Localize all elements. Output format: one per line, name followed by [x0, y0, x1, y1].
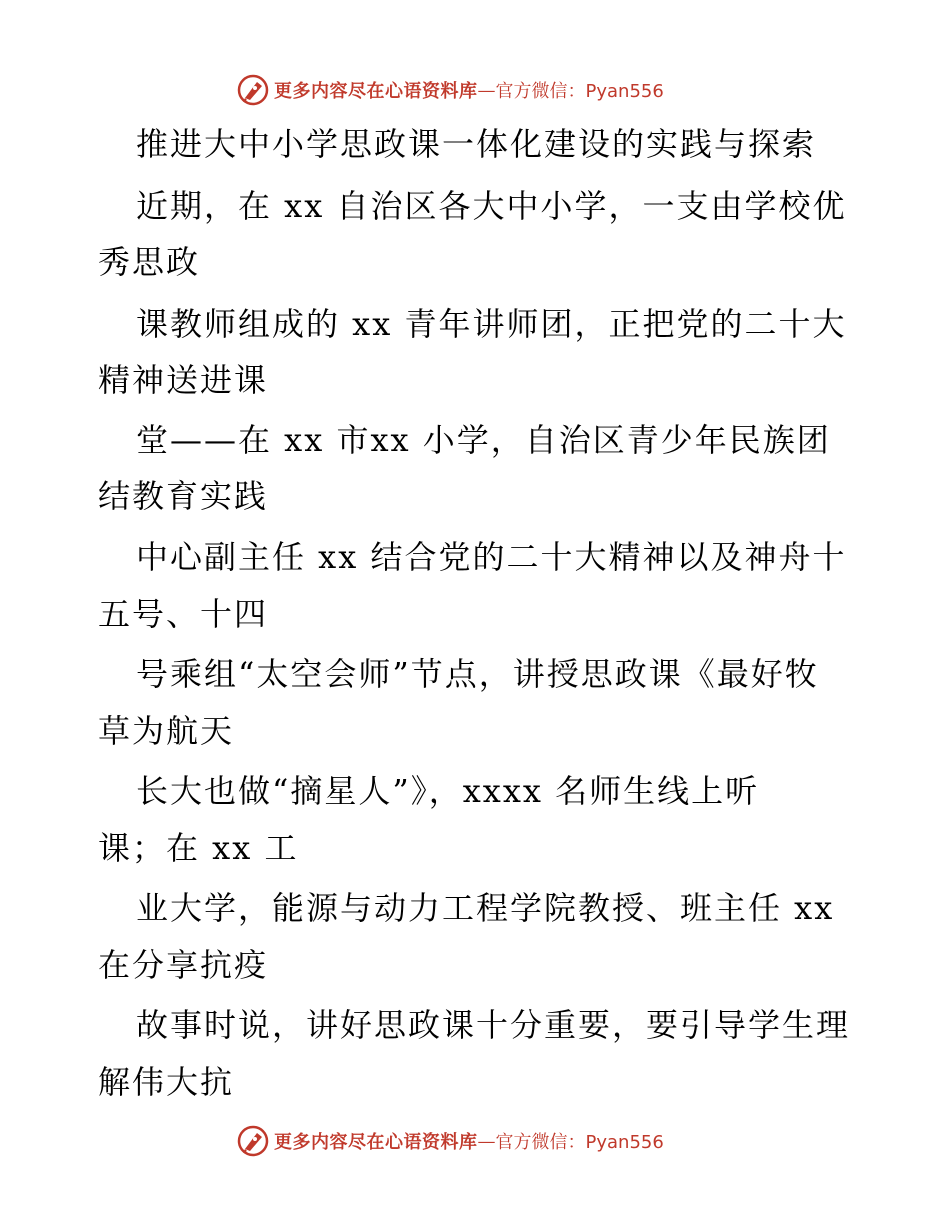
paragraph-line: 长大也做“摘星人”》，xxxx 名师生线上听	[136, 772, 760, 810]
paragraph-line: 中心副主任 xx 结合党的二十大精神以及神舟十	[136, 538, 847, 576]
header-banner	[236, 73, 664, 107]
paragraph-line: 课；在 xx 工	[98, 829, 299, 867]
paragraph-line: 草为航天	[98, 712, 235, 750]
banner-separator: —	[477, 1130, 496, 1152]
paragraph-line: 解伟大抗	[98, 1063, 235, 1101]
banner-brand-text: 更多内容尽在心语资料库	[274, 81, 478, 102]
paragraph-line: 业大学，能源与动力工程学院教授、班主任 xx	[136, 889, 835, 927]
paragraph-line: 号乘组“太空会师”节点，讲授思政课《最好牧	[136, 655, 819, 693]
paragraph-line: 故事时说，讲好思政课十分重要，要引导学生理	[136, 1006, 851, 1044]
paragraph-line: 精神送进课	[98, 361, 269, 399]
banner-wechat-text: 官方微信：Pyan556	[495, 1132, 664, 1153]
banner-separator: —	[477, 79, 496, 101]
paragraph-line: 结教育实践	[98, 477, 269, 515]
paragraph-line: 近期，在 xx 自治区各大中小学，一支由学校优	[136, 187, 847, 225]
pen-nib-logo-icon	[236, 73, 270, 107]
paragraph-line: 课教师组成的 xx 青年讲师团，正把党的二十大	[136, 305, 847, 343]
paragraph-line: 五号、十四	[98, 595, 269, 633]
document-title: 推进大中小学思政课一体化建设的实践与探索	[136, 125, 817, 163]
pen-nib-logo-icon	[236, 1124, 270, 1158]
banner-wechat-text: 官方微信：Pyan556	[495, 81, 664, 102]
paragraph-line: 秀思政	[98, 243, 201, 281]
paragraph-line: 堂——在 xx 市xx 小学，自治区青少年民族团	[136, 421, 831, 459]
footer-banner	[236, 1124, 664, 1158]
paragraph-line: 在分享抗疫	[98, 946, 269, 984]
banner-brand-text: 更多内容尽在心语资料库	[274, 1132, 478, 1153]
